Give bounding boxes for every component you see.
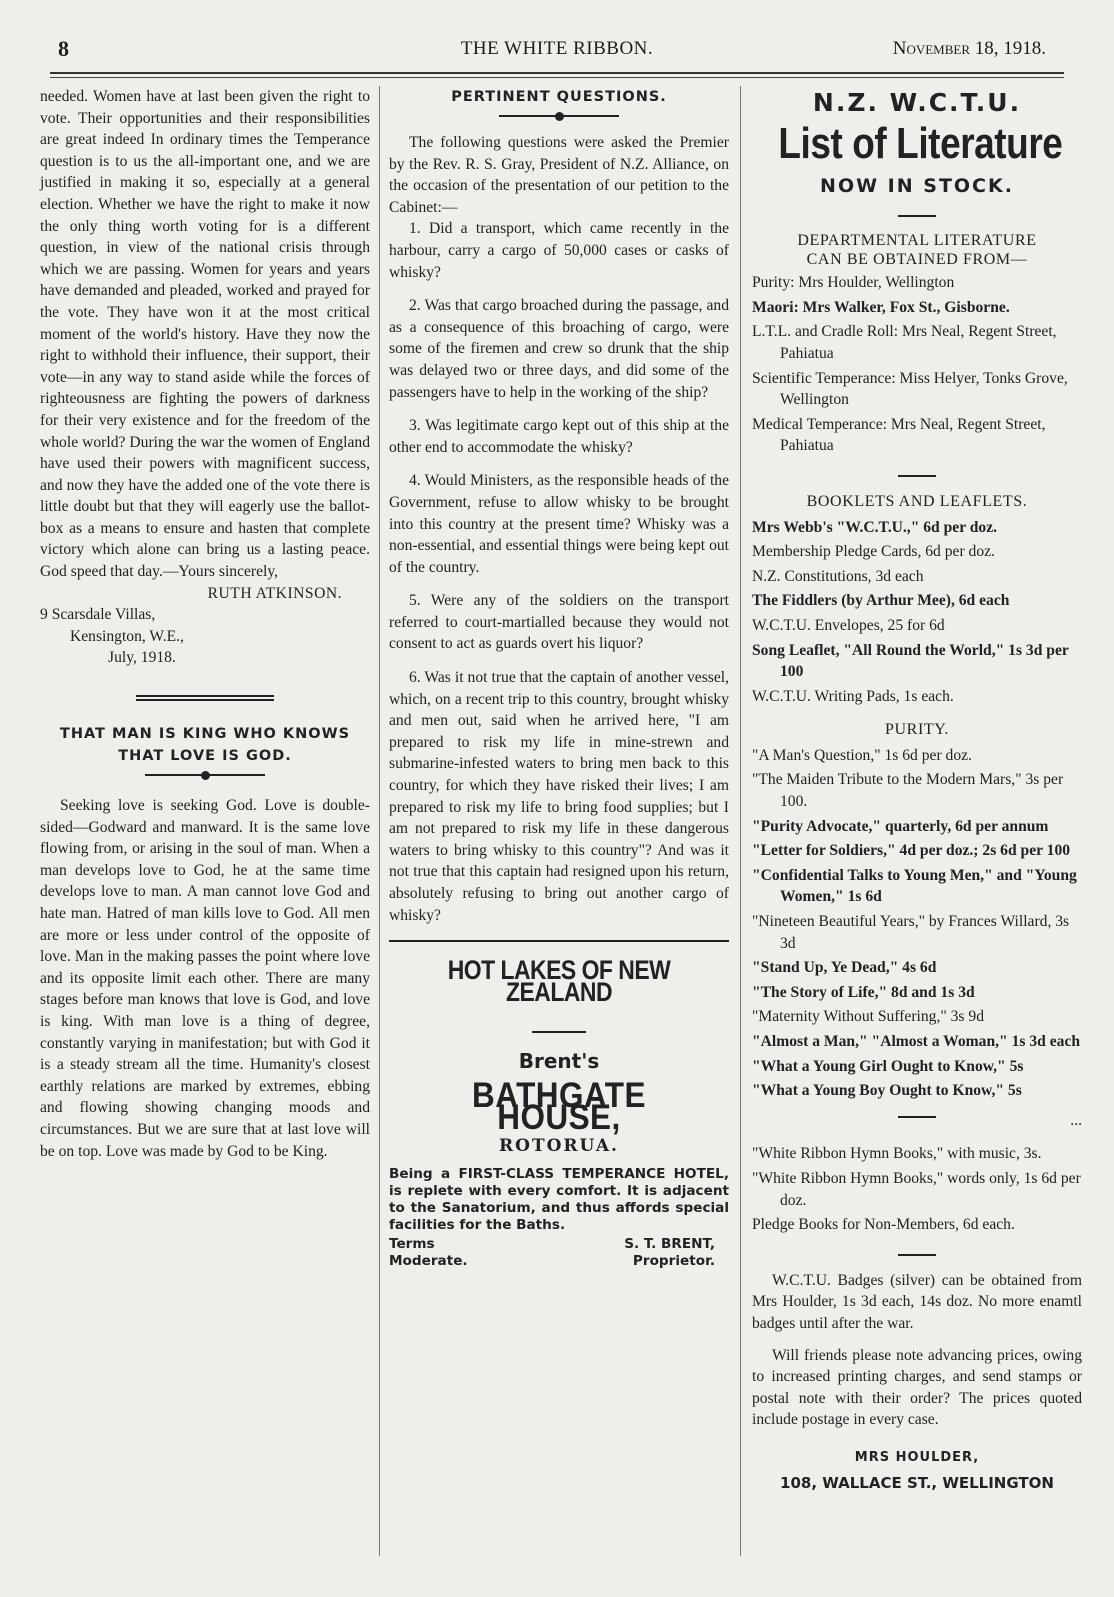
publication-title: THE WHITE RIBBON. [460, 38, 654, 59]
ad-terms [389, 1236, 468, 1270]
column-middle [389, 86, 729, 1276]
hymn-entry: Pledge Books for Non-Members, 6d each. [752, 1216, 1015, 1234]
letter-address-line: Kensington, W.E., [70, 627, 184, 645]
purity-list [752, 745, 1082, 1102]
departments-heading: DEPARTMENTAL LITERATURE [797, 232, 1037, 250]
purity-entry: "Stand Up, Ye Dead," 4s 6d [752, 959, 937, 977]
purity-heading: PURITY. [885, 721, 949, 739]
ad-town: ROTORUA. [499, 1136, 619, 1157]
booklet-entry: N.Z. Constitutions, 3d each [752, 567, 924, 585]
departments-list [752, 272, 1082, 457]
purity-entry: "What a Young Boy Ought to Know," 5s [752, 1082, 1022, 1100]
letter-body: needed. Women have at last been given the right to vote. Their opportunities and their responsibilities are great indeed In ordinary times the Temperance question is to us the all-important one, and we are justified in making it so, especially at a general election. Whether we have the right to make it now the only thing worth voting for is a different question, in view of the national crisis through which we are passing. Women for years and years have demanded and pleaded, worked and prayed for the vote. They have won it at the most critical moment of the world's history. Have they now the right to withhold their influence, their support, their vote—in any way to stand aside while the forces of righteousness are fighting the powers of darkness for their very existence and for the freedom of the whole world? During the war the women of England have used their powers with magnificent success, and now they have the added one of the vote there is little doubt but that they will eagerly use the ballot-box as a means to ensure and hasten that complete victory which alone can bring us a lasting peace. God speed that day.—Yours sincerely, [40, 88, 370, 581]
departments-heading: CAN BE OBTAINED FROM— [806, 251, 1028, 269]
department-entry: Medical Temperance: Mrs Neal, Regent Street, Pahiatua [752, 415, 1046, 455]
hymns-list [752, 1143, 1082, 1235]
question-item: 1. Did a transport, which came recently in the harbour, carry a cargo of 50,000 cases or casks of whisky? [389, 220, 729, 281]
ornament-rule [145, 771, 265, 779]
ellipsis: ... [1070, 1111, 1082, 1129]
hymn-entry: "White Ribbon Hymn Books," words only, 1s 6d per doz. [752, 1169, 1081, 1209]
ad-owner-name: Brent's [518, 1049, 600, 1074]
ad-proprietor [624, 1236, 715, 1270]
article-intro: The following questions were asked the Premier by the Rev. R. S. Gray, President of N.Z. Alliance, on the occasion of the presentation of our petition to the Cabinet:— [389, 134, 729, 216]
department-entry: Scientific Temperance: Miss Helyer, Tonks Grove, Wellington [752, 369, 1068, 409]
running-head [52, 36, 1062, 64]
literature-subtitle: NOW IN STOCK. [820, 174, 1014, 197]
column-divider [740, 86, 741, 1556]
question-item: 5. Were any of the soldiers on the transport referred to court-martialled because they would not consent to act as guards overt his liquor? [389, 592, 729, 653]
ad-proprietor-title: Proprietor. [632, 1252, 715, 1269]
department-entry: L.T.L. and Cradle Roll: Mrs Neal, Regent Street, Pahiatua [752, 323, 1057, 362]
booklet-entry: W.C.T.U. Writing Pads, 1s each. [752, 687, 954, 705]
purity-entry: "What a Young Girl Ought to Know," 5s [752, 1057, 1024, 1075]
short-rule [898, 475, 936, 477]
purity-entry: "Nineteen Beautiful Years," by Frances Willard, 3s 3d [752, 913, 1070, 952]
booklets-list [752, 517, 1082, 708]
prices-note: Will friends please note advancing prices, owing to increased printing charges, and send stamps or postal note with their order? The prices quoted include postage in every case. [752, 1346, 1082, 1429]
header-rule [50, 72, 1064, 78]
booklet-entry: Membership Pledge Cards, 6d per doz. [752, 543, 995, 561]
badges-note: W.C.T.U. Badges (silver) can be obtained from Mrs Houlder, 1s 3d each, 14s doz. No more enamtl badges until after the war. [752, 1271, 1082, 1332]
article-body: Seeking love is seeking God. Love is double-sided—Godward and manward. It is the same love flowing from, or arising in the soul of man. When a man develops love to God, he at the same time develops love to man. A man cannot love God and hate man. Hatred of man kills love to God. All men are more or less under control of the opposite of love. Man in the making passes the point where love and its opposite limit each other. There are many stages before man knows that love is God, and love is king. With man love is a thing of degree, constantly varying in manifestation; but with God it is a steady stream all the time. Humanity's closest earthly relations are marked by extremes, ebbing and flowing showing changing moods and circumstances. But we are sure that at last love will be on top. Love was made by God to be King. [40, 797, 370, 1160]
ad-terms-line: Moderate. [389, 1252, 468, 1269]
article-title: THAT LOVE IS GOD. [118, 748, 292, 765]
booklet-entry: The Fiddlers (by Arthur Mee), 6d each [752, 592, 1010, 610]
question-item: 2. Was that cargo broached during the passage, and as a consequence of this broaching of cargo, were some of the firemen and crew so drunk that the ship was delayed two or three days, and did some of the passengers have to help in the working of the ship? [389, 297, 729, 401]
article-title: THAT MAN IS KING WHO KNOWS [59, 726, 351, 743]
literature-org: N.Z. W.C.T.U. [812, 88, 1022, 117]
short-rule [898, 1254, 936, 1256]
column-divider [379, 86, 380, 1556]
purity-entry: "A Man's Question," 1s 6d per doz. [752, 746, 972, 764]
issue-date: November 18, 1918. [892, 38, 1046, 59]
section-divider [136, 695, 274, 701]
column-left [40, 86, 370, 1162]
hymn-entry: "White Ribbon Hymn Books," with music, 3s. [752, 1145, 1042, 1163]
page-number: 8 [58, 36, 69, 61]
purity-entry: "The Maiden Tribute to the Modern Mars," 3s per 100. [752, 771, 1064, 811]
contact-address: 108, WALLACE ST., WELLINGTON [780, 1473, 1054, 1492]
questions-list [389, 218, 729, 926]
purity-entry: "Confidential Talks to Young Men," and "Young Women," 1s 6d [752, 866, 1077, 906]
question-item: 6. Was it not true that the captain of another vessel, which, on a recent trip to this country, brought whisky and men out, said when he arrived here, "I am prepared to risk my life in mine-strewn and submarine-infested waters to bring men back to this country, for which they have risked their lives; I am prepared to risk my life to bring food supplies; but I am not prepared to risk my life in these dangerous waters to bring whisky to this country"? And was it not true that this captain had resigned upon his return, absolutely refusing to bring out another cargo of whisky? [389, 669, 729, 924]
department-entry: Purity: Mrs Houlder, Wellington [752, 274, 955, 292]
purity-entry: "Letter for Soldiers," 4d per doz.; 2s 6d per 100 [752, 842, 1071, 860]
article-title: PERTINENT QUESTIONS. [451, 89, 667, 105]
ornament-rule [499, 112, 619, 120]
column-right [752, 86, 1082, 1494]
purity-entry: "The Story of Life," 8d and 1s 3d [752, 983, 975, 1001]
question-item: 3. Was legitimate cargo kept out of this ship at the other end to accommodate the whisky? [389, 417, 729, 456]
booklets-heading: BOOKLETS AND LEAFLETS. [806, 492, 1028, 510]
purity-entry: "Purity Advocate," quarterly, 6d per annum [752, 817, 1049, 835]
booklet-entry: Mrs Webb's "W.C.T.U.," 6d per doz. [752, 518, 998, 536]
contact-name: MRS HOULDER, [854, 1449, 980, 1465]
hotel-advertisement [389, 940, 729, 1276]
ad-rule [532, 1031, 586, 1033]
ad-terms-line: Terms [389, 1235, 435, 1252]
purity-entry: "Maternity Without Suffering," 3s 9d [752, 1008, 984, 1026]
ad-headline: HOT LAKES OF NEW ZEALAND [447, 955, 671, 1007]
ad-footer [389, 1236, 729, 1276]
letter-signature: RUTH ATKINSON. [207, 584, 342, 602]
booklet-entry: Song Leaflet, "All Round the World," 1s 3d per 100 [752, 641, 1069, 681]
ad-proprietor-name: S. T. BRENT, [624, 1235, 715, 1252]
letter-address-line: 9 Scarsdale Villas, [40, 606, 156, 624]
letter-date: July, 1918. [108, 649, 176, 667]
ad-hotel-name: BATHGATE HOUSE, [472, 1075, 646, 1137]
ad-body: Being a FIRST-CLASS TEMPERANCE HOTEL, is replete with every comfort. It is adjacent to the Sanatorium, and thus affords special facilities for the Baths. [389, 1165, 729, 1233]
question-item: 4. Would Ministers, as the responsible heads of the Government, refuse to allow whisky to be brought into this country at the present time? Whisky was a non-essential, and essential things were being kept out of the country. [389, 472, 729, 576]
purity-entry: "Almost a Man," "Almost a Woman," 1s 3d each [752, 1033, 1081, 1050]
short-rule [898, 215, 936, 217]
booklet-entry: W.C.T.U. Envelopes, 25 for 6d [752, 616, 945, 634]
department-entry: Maori: Mrs Walker, Fox St., Gisborne. [752, 298, 1010, 316]
literature-title: List of Literature [778, 118, 1063, 168]
